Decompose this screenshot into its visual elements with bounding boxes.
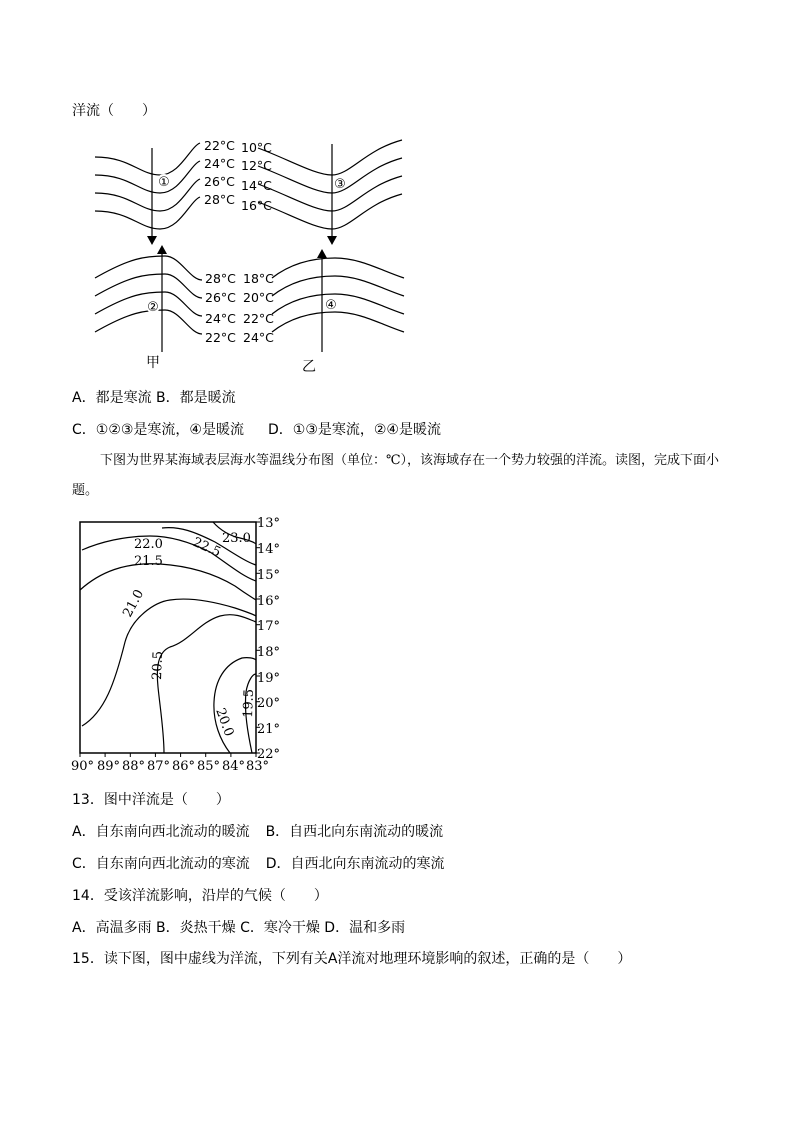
isotherm-label-20.0: 20.0 <box>212 706 237 739</box>
temp-label: 22°C <box>243 311 274 326</box>
lat-label: 22° <box>257 747 281 762</box>
isotherm-jia-top-24 <box>95 161 200 193</box>
arrowhead-3 <box>327 236 337 245</box>
lat-label: 13° <box>257 516 281 531</box>
isotherm-yi-bottom-18 <box>272 258 404 278</box>
caption-yi: 乙 <box>302 359 316 375</box>
lon-label: 84° <box>222 759 246 774</box>
temp-label: 26°C <box>204 174 235 189</box>
q12-option-c: C．①②③是寒流，④是暖流 <box>72 422 244 438</box>
lat-label: 20° <box>257 696 281 711</box>
q13-stem: 13．图中洋流是（ ） <box>72 792 230 808</box>
q15-stem: 15．读下图，图中虚线为洋流，下列有关A洋流对地理环境影响的叙述，正确的是（ ） <box>72 951 632 967</box>
isotherm-label-22.0: 22.0 <box>134 537 163 552</box>
q13-option-b: B．自西北向东南流动的暖流 <box>265 824 444 840</box>
isotherm-jia-top-22 <box>95 143 200 175</box>
q13-options-ab <box>72 823 443 841</box>
temp-label: 24°C <box>243 330 274 345</box>
lon-label: 85° <box>197 759 221 774</box>
q13-options-cd <box>72 855 445 873</box>
isotherm-yi-bottom-20 <box>272 276 404 296</box>
isotherm-jia-bottom-28 <box>95 256 202 280</box>
isotherm-label-23.0: 23.0 <box>222 531 251 546</box>
lon-label: 89° <box>97 759 121 774</box>
temp-label: 22°C <box>205 330 236 345</box>
arrowhead-2 <box>157 245 167 254</box>
q13-option-a: A．自东南向西北流动的暖流 <box>72 824 250 840</box>
lon-label: 88° <box>122 759 146 774</box>
circle-label-4: ④ <box>325 298 337 313</box>
isotherm-label-21.0: 21.0 <box>120 587 148 620</box>
isotherm-yi-top-10 <box>258 140 402 175</box>
isotherm-label-22.5: 22.5 <box>190 534 223 561</box>
q12-options-line1: A．都是寒流 B．都是暖流 <box>72 390 236 406</box>
temp-label: 22°C <box>204 138 235 153</box>
lon-label: 83° <box>246 759 270 774</box>
q13-option-c: C．自东南向西北流动的寒流 <box>72 856 250 872</box>
arrowhead-1 <box>147 236 157 245</box>
circle-label-1: ① <box>158 175 170 190</box>
q13-option-d: D．自西北向东南流动的寒流 <box>265 856 445 872</box>
caption-jia: 甲 <box>146 355 160 371</box>
q14-options: A．高温多雨 B．炎热干燥 C．寒冷干燥 D．温和多雨 <box>72 920 406 936</box>
isotherm-yi-bottom-24 <box>272 312 404 332</box>
isotherm-21.0 <box>82 599 256 726</box>
intro-paragraph: 下图为世界某海域表层海水等温线分布图（单位：℃），该海域存在一个势力较强的洋流。读图，完成下面小题。 <box>72 453 720 498</box>
lon-label: 86° <box>172 759 196 774</box>
temp-label: 24°C <box>205 311 236 326</box>
temp-label: 24°C <box>204 156 235 171</box>
circle-label-2: ② <box>147 300 159 315</box>
isotherm-21.5 <box>80 564 256 600</box>
lat-label: 17° <box>257 619 281 634</box>
lat-label: 14° <box>257 542 281 557</box>
isotherm-label-19.5: 19.5 <box>241 688 258 719</box>
q14-stem: 14．受该洋流影响，沿岸的气候（ ） <box>72 888 328 904</box>
q12-options-line2 <box>72 421 441 439</box>
temp-label: 28°C <box>205 271 236 286</box>
lat-label: 18° <box>257 645 281 660</box>
temp-label: 12°C <box>241 158 272 173</box>
lat-label: 15° <box>257 568 281 583</box>
lon-label: 90° <box>71 759 95 774</box>
isotherm-20.5 <box>157 615 256 753</box>
arrowhead-4 <box>317 249 327 258</box>
isotherm-jia-top-26 <box>95 179 200 211</box>
circle-label-3: ③ <box>334 177 346 192</box>
lon-label: 87° <box>147 759 171 774</box>
isotherm-label-20.5: 20.5 <box>150 650 167 681</box>
temp-label: 14°C <box>241 178 272 193</box>
isotherm-jia-top-28 <box>95 197 200 229</box>
lat-label: 16° <box>257 594 281 609</box>
fragment-title: 洋流（ ） <box>72 103 156 119</box>
sea-surface-isotherm-map <box>70 512 290 777</box>
lat-label: 21° <box>257 722 281 737</box>
isotherm-label-21.5: 21.5 <box>134 554 163 569</box>
isotherm-figure-jia-yi <box>90 130 410 380</box>
isotherm-jia-bottom-26 <box>95 274 202 298</box>
temp-label: 20°C <box>243 290 274 305</box>
temp-label: 18°C <box>243 271 274 286</box>
temp-label: 16°C <box>241 198 272 213</box>
q12-option-d: D．①③是寒流，②④是暖流 <box>267 422 441 438</box>
lat-label: 19° <box>257 671 281 686</box>
temp-label: 26°C <box>205 290 236 305</box>
temp-label: 10°C <box>241 140 272 155</box>
temp-label: 28°C <box>204 192 235 207</box>
